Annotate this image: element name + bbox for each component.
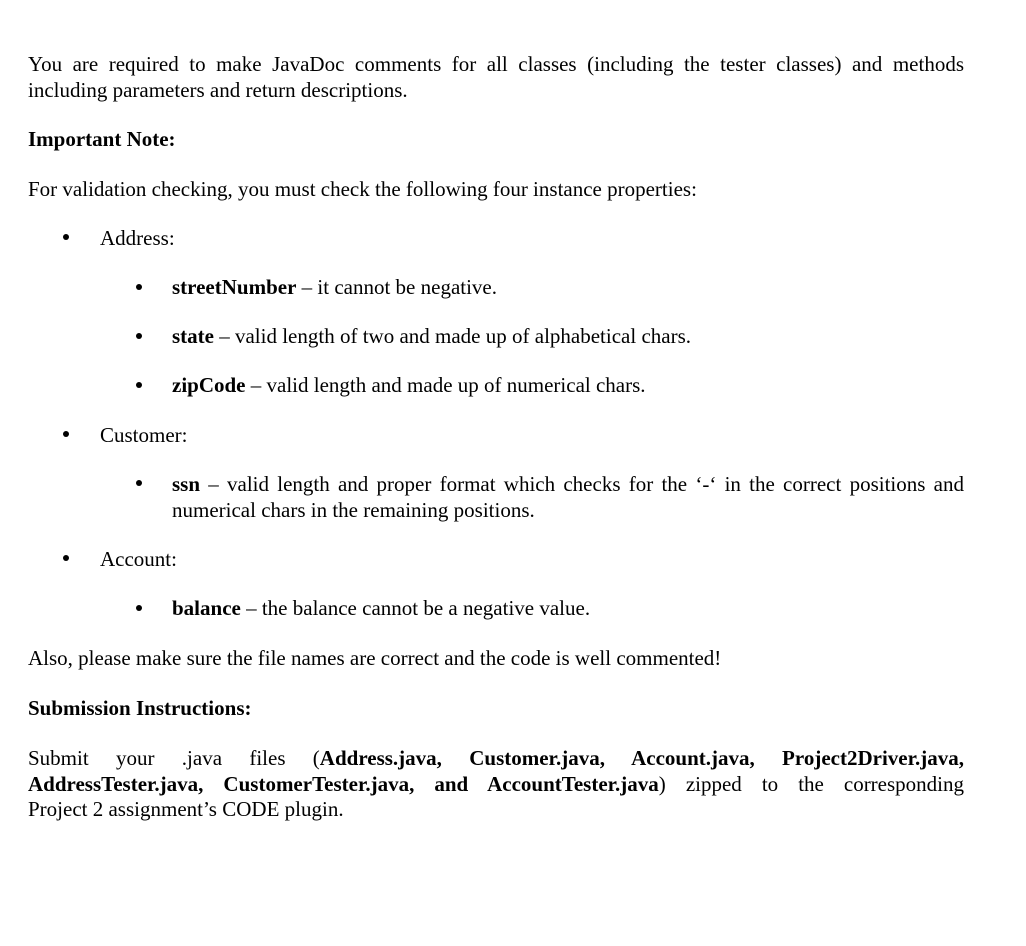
desc-ssn-line-1: – valid length and proper format which checks for the ‘-‘ in the correct positions and [200,472,964,496]
address-item-zipcode [172,372,646,398]
desc-streetnumber: – it cannot be negative. [296,275,498,299]
term-zipcode: zipCode [172,373,246,397]
bullet-icon [136,605,142,611]
desc-balance: – the balance cannot be a negative value. [240,596,591,620]
bullet-icon [136,382,142,388]
term-streetnumber: streetNumber [172,275,297,299]
submission-prefix: Submit your .java files ( [28,746,320,770]
desc-ssn-line-2: numerical chars in the remaining positions. [172,498,535,522]
bullet-icon [63,431,69,437]
intro-line-1: You are required to make JavaDoc comments for all classes (including the tester classes) and methods [28,52,964,76]
desc-state: – valid length of two and made up of alphabetical chars. [213,324,691,348]
customer-item-ssn [172,471,964,497]
account-label: Account: [100,547,177,571]
bullet-icon [136,333,142,339]
bullet-icon [63,234,69,240]
account-item-balance [172,595,590,621]
address-label: Address: [100,226,175,250]
also-note: Also, please make sure the file names are correct and the code is well commented! [28,646,722,670]
bullet-icon [136,284,142,290]
submission-suffix: ) zipped to the corresponding [658,772,965,796]
submission-line-2 [28,771,964,797]
submission-files-line-2: AddressTester.java, CustomerTester.java, and AccountTester.java [28,772,659,796]
desc-zipcode: – valid length and made up of numerical chars. [245,373,646,397]
bullet-icon [136,480,142,486]
validation-intro: For validation checking, you must check the following four instance properties: [28,177,697,201]
submission-line-1 [28,745,964,771]
submission-line-3: Project 2 assignment’s CODE plugin. [28,797,344,821]
submission-files-line-1: Address.java, Customer.java, Account.java, Project2Driver.java, [319,746,964,770]
bullet-icon [63,555,69,561]
submission-heading: Submission Instructions: [28,696,252,720]
address-item-streetnumber [172,274,497,300]
important-note-heading: Important Note: [28,127,176,151]
term-balance: balance [172,596,241,620]
term-ssn: ssn [172,472,201,496]
customer-label: Customer: [100,423,188,447]
intro-line-2: including parameters and return descriptions. [28,78,408,102]
term-state: state [172,324,214,348]
address-item-state [172,323,691,349]
